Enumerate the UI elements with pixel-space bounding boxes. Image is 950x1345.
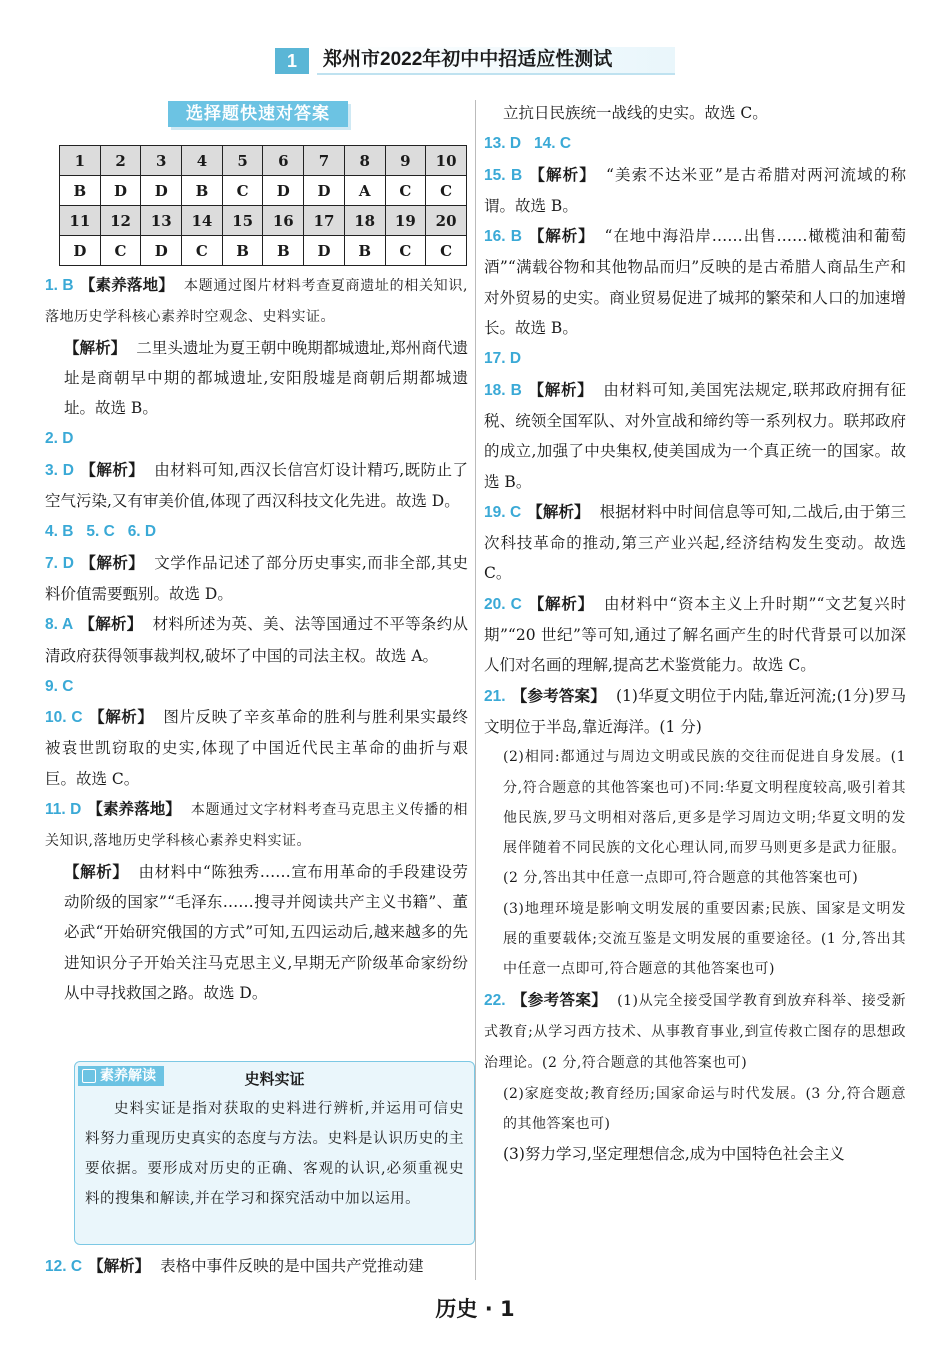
answer-21-part3: (3)地理环境是影响文明发展的重要因素;民族、国家是文明发展的重要载体;交流互鉴是文明发展的重要途径。(1 分,答出其中任意一点即可,符合题意的其他答案也可) <box>503 900 906 978</box>
table-cell: B <box>60 176 101 206</box>
table-cell: 5 <box>222 146 263 176</box>
answer-text: (1)从完全接受国学教育到放弃科举、接受新式教育;从学习西方技术、从事教育事业,到宣传救亡图存的思想政治理论。(2 分,符合题意的其他答案也可) <box>484 992 906 1072</box>
column-divider <box>475 100 476 1280</box>
table-cell: 2 <box>100 146 141 176</box>
analysis-tag: 【解析】 <box>528 165 596 184</box>
question-number: 16. B <box>484 228 522 246</box>
analysis-tag: 【素养落地】 <box>79 276 174 294</box>
table-cell: 9 <box>385 146 426 176</box>
answer-text: 由材料中“陈独秀……宣布用革命的手段建设劳动阶级的国家”“毛泽东……搜寻并阅读共产主义书籍”、董必武“开始研究俄国的方式”可知,五四运动后,越来越多的先进知识分子开始关注马克思主义,早期无产阶级革命家纷纷从中寻找救国之路。故选 D。 <box>64 862 468 1002</box>
analysis-tag: 【解析】 <box>527 227 595 246</box>
answer-4-6 <box>45 516 468 547</box>
table-cell: 6 <box>263 146 304 176</box>
question-number: 13. D 14. C <box>484 135 572 153</box>
header-title: 郑州市2022年初中中招适应性测试 <box>317 47 675 75</box>
literacy-box <box>74 1061 475 1245</box>
quick-answers-label: 选择题快速对答案 <box>168 101 348 127</box>
answer-1-analysis <box>45 333 468 424</box>
table-cell: C <box>426 176 467 206</box>
table-cell: C <box>182 236 223 266</box>
left-column <box>45 270 468 1008</box>
answer-18 <box>484 375 906 497</box>
answer-text: (1)华夏文明位于内陆,靠近河流;(1分)罗马文明位于半岛,靠近海洋。(1 分) <box>484 686 906 736</box>
analysis-tag: 【素养落地】 <box>87 800 181 819</box>
analysis-tag: 【解析】 <box>79 460 145 479</box>
table-cell: C <box>100 236 141 266</box>
table-row <box>60 236 467 266</box>
analysis-tag: 【解析】 <box>88 1257 151 1275</box>
table-cell: 1 <box>60 146 101 176</box>
question-number: 7. D <box>45 554 74 572</box>
answer-21-part2: (2)相同:都通过与周边文明或民族的交往而促进自身发展。(1 分,符合题意的其他答案也可)不同:华夏文明程度较高,吸引着其他民族,罗马文明相对落后,更多是学习周边文明;华夏文明的发展伴随着不同民族的文化心理认同,而罗马则更多是武力征服。(2 分,答出其中任意一点即可,符合题意的其他答案也可) <box>503 749 906 887</box>
question-number: 17. D <box>484 350 522 368</box>
question-number: 9. C <box>45 677 74 695</box>
answer-19 <box>484 497 906 589</box>
table-cell: B <box>344 236 385 266</box>
analysis-tag: 【解析】 <box>527 502 590 521</box>
analysis-tag: 【解析】 <box>527 380 594 399</box>
reference-answer-tag: 【参考答案】 <box>511 686 606 705</box>
analysis-tag: 【解析】 <box>79 615 143 634</box>
answer-text: 本题通过图片材料考查夏商遗址的相关知识,落地历史学科核心素养时空观念、史料实证。 <box>45 278 468 326</box>
answer-13-14 <box>484 128 906 159</box>
answer-21 <box>484 681 906 743</box>
table-cell: 12 <box>100 206 141 236</box>
answer-text: “在地中海沿岸……出售……橄榄油和葡萄酒”“满载谷物和其他物品而归”反映的是古希腊人商品生产和对外贸易的史实。商业贸易促进了城邦的繁荣和人口的加速增长。故选 B。 <box>484 227 906 338</box>
answer-2 <box>45 423 468 454</box>
table-cell: 15 <box>222 206 263 236</box>
table-row <box>60 146 467 176</box>
answer-15 <box>484 160 906 222</box>
table-cell: 4 <box>182 146 223 176</box>
literacy-tag-label: 素养解读 <box>100 1068 156 1084</box>
answer-table <box>59 145 467 266</box>
answer-text: 本题通过文字材料考查马克思主义传播的相关知识,落地历史学科核心素养史料实证。 <box>45 802 468 850</box>
question-number: 10. C <box>45 709 83 727</box>
question-number: 22. <box>484 991 506 1009</box>
table-cell: 18 <box>344 206 385 236</box>
answer-8 <box>45 609 468 671</box>
question-number: 18. B <box>484 381 522 399</box>
answer-text: “美索不达米亚”是古希腊对两河流域的称谓。故选 B。 <box>484 165 906 215</box>
table-cell: 14 <box>182 206 223 236</box>
answer-text: 二里头遗址为夏王朝中晚期都城遗址,郑州商代遗址是商朝早中期的都城遗址,安阳殷墟是商朝后期都城遗址。故选 B。 <box>64 338 468 418</box>
answer-text: 表格中事件反映的是中国共产党推动建 <box>160 1257 424 1275</box>
question-number: 11. D <box>45 801 82 819</box>
reference-answer-tag: 【参考答案】 <box>511 990 608 1009</box>
table-cell: C <box>426 236 467 266</box>
answer-17 <box>484 343 906 374</box>
answer-12-block <box>45 1251 468 1282</box>
answer-3 <box>45 455 468 517</box>
table-cell: B <box>222 236 263 266</box>
table-cell: D <box>263 176 304 206</box>
table-cell: 20 <box>426 206 467 236</box>
table-cell: C <box>385 236 426 266</box>
table-cell: 3 <box>141 146 182 176</box>
answer-text: 由材料中“资本主义上升时期”“文艺复兴时期”“20 世纪”等可知,通过了解名画产生的时代背景可以加深人们对名画的理解,提高艺术鉴赏能力。故选 C。 <box>484 594 906 675</box>
table-row <box>60 176 467 206</box>
table-cell: D <box>100 176 141 206</box>
table-cell: 13 <box>141 206 182 236</box>
table-cell: 17 <box>304 206 345 236</box>
table-cell: B <box>182 176 223 206</box>
analysis-tag: 【解析】 <box>79 553 145 572</box>
answer-16 <box>484 221 906 343</box>
answer-9 <box>45 671 468 702</box>
answer-7 <box>45 548 468 610</box>
table-cell: C <box>222 176 263 206</box>
table-cell: 16 <box>263 206 304 236</box>
answer-11-analysis <box>45 857 468 1008</box>
table-cell: D <box>141 236 182 266</box>
answer-22 <box>484 985 906 1079</box>
table-cell: A <box>344 176 385 206</box>
table-cell: D <box>141 176 182 206</box>
table-cell: 7 <box>304 146 345 176</box>
answer-text: 由材料可知,美国宪法规定,联邦政府拥有征税、统领全国军队、对外宣战和缔约等一系列权力。联邦政府的成立,加强了中央集权,使美国成为一个真正统一的国家。故选 B。 <box>484 380 906 491</box>
answer-12-continued <box>484 98 906 128</box>
analysis-tag: 【解析】 <box>527 594 594 613</box>
answer-12 <box>45 1251 468 1282</box>
question-number: 12. C <box>45 1258 83 1275</box>
table-cell: 19 <box>385 206 426 236</box>
analysis-tag: 【解析】 <box>64 338 127 357</box>
table-cell: D <box>304 176 345 206</box>
table-cell: 11 <box>60 206 101 236</box>
answer-22-part3: (3)努力学习,坚定理想信念,成为中国特色社会主义 <box>503 1145 845 1164</box>
table-cell: B <box>263 236 304 266</box>
page-footer: 历史 · 1 <box>435 1297 515 1321</box>
table-cell: C <box>385 176 426 206</box>
answer-22-part2: (2)家庭变故;教育经历;国家命运与时代发展。(3 分,符合题意的其他答案也可) <box>503 1085 906 1132</box>
answer-text: 图片反映了辛亥革命的胜利与胜利果实最终被袁世凯窃取的史实,体现了中国近代民主革命的曲折与艰巨。故选 C。 <box>45 708 468 788</box>
table-cell: D <box>304 236 345 266</box>
table-cell: D <box>60 236 101 266</box>
answer-text: 文学作品记述了部分历史事实,而非全部,其史料价值需要甄别。故选 D。 <box>45 553 468 603</box>
question-number: 21. <box>484 687 506 705</box>
right-column <box>484 98 906 1169</box>
header-number: 1 <box>275 48 309 74</box>
question-number: 19. C <box>484 503 522 521</box>
answer-text: 根据材料中时间信息等可知,二战后,由于第三次科技革命的推动,第三产业兴起,经济结构发生变动。故选 C。 <box>484 502 906 583</box>
literacy-text <box>85 1094 464 1214</box>
table-row <box>60 206 467 236</box>
answer-20 <box>484 589 906 681</box>
question-number: 3. D <box>45 461 74 479</box>
answer-text: 材料所述为英、美、法等国通过不平等条约从清政府获得领事裁判权,破坏了中国的司法主权。故选 A。 <box>45 615 468 665</box>
question-number: 8. A <box>45 616 74 634</box>
question-number: 20. C <box>484 595 522 613</box>
answer-1 <box>45 270 468 333</box>
question-number: 1. B <box>45 277 74 294</box>
answer-text: 立抗日民族统一战线的史实。故选 C。 <box>503 104 768 122</box>
page-header <box>275 47 675 75</box>
question-number: 4. B 5. C 6. D <box>45 523 157 541</box>
table-cell: 10 <box>426 146 467 176</box>
analysis-tag: 【解析】 <box>88 708 154 727</box>
answer-10 <box>45 702 468 794</box>
table-cell: 8 <box>344 146 385 176</box>
answer-11 <box>45 794 468 857</box>
literacy-title: 史料实证 <box>244 1070 305 1088</box>
question-number: 2. D <box>45 430 74 448</box>
answer-text: 由材料可知,西汉长信宫灯设计精巧,既防止了空气污染,又有审美价值,体现了西汉科技文化先进。故选 D。 <box>45 460 468 511</box>
literacy-body: 史料实证是指对获取的史料进行辨析,并运用可信史料努力重现历史真实的态度与方法。史料是认识历史的主要依据。要形成对历史的正确、客观的认识,必须重视史料的搜集和解读,并在学习和探究活动中加以运用。 <box>85 1101 464 1207</box>
question-number: 15. B <box>484 166 523 184</box>
analysis-tag: 【解析】 <box>64 862 129 881</box>
